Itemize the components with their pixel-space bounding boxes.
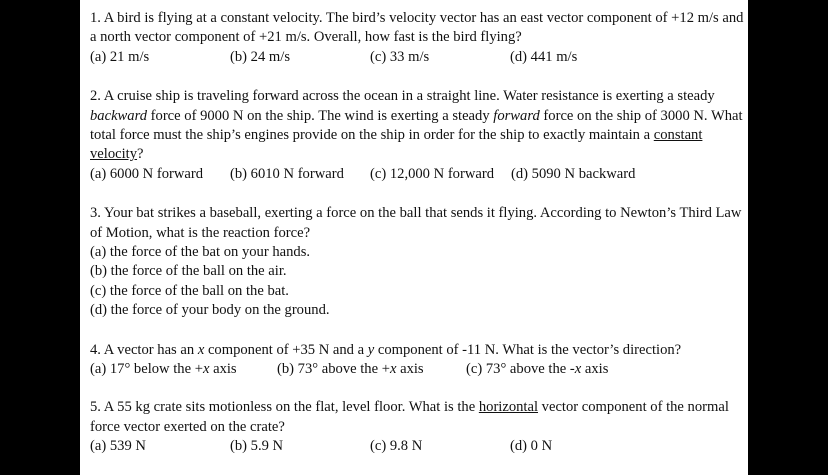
question-1-text: 1. A bird is flying at a constant velocity. The bird’s velocity vector has an east vector component of +12 m/s and a north vector component of +21 m/s. Overall, how fast is the bird flying? bbox=[90, 10, 744, 46]
question-5-text-part-b: vector component of the normal force vector exerted on the crate? bbox=[90, 399, 729, 435]
question-2-text bbox=[90, 87, 748, 165]
question-2-text-part-d: ? bbox=[137, 146, 144, 163]
question-1 bbox=[90, 9, 748, 67]
question-4-text-part-b: component of +35 N and a bbox=[204, 341, 368, 358]
question-4-option-c-suffix: axis bbox=[581, 361, 609, 378]
question-4-options bbox=[90, 360, 748, 379]
question-2 bbox=[90, 87, 748, 184]
question-4-option-b bbox=[277, 360, 424, 379]
question-4-text-part-c: component of -11 N. What is the vector’s direction? bbox=[374, 341, 682, 358]
question-4-option-a bbox=[90, 360, 237, 379]
question-4-option-a-text: (a) 17° below the + bbox=[90, 361, 203, 378]
question-1-option-b: (b) 24 m/s bbox=[230, 48, 290, 65]
question-2-option-c: (c) 12,000 N forward bbox=[370, 165, 495, 182]
question-4 bbox=[90, 341, 748, 380]
question-2-option-d: (d) 5090 N backward bbox=[511, 165, 636, 182]
question-4-option-a-variable: x bbox=[202, 361, 210, 378]
worksheet-page bbox=[80, 0, 748, 475]
question-4-option-a-suffix: axis bbox=[209, 361, 237, 378]
question-4-text-part-a: 4. A vector has an bbox=[90, 341, 198, 358]
question-5-underline-horizontal: horizontal bbox=[478, 399, 539, 416]
question-4-text bbox=[90, 341, 748, 360]
question-1-option-a: (a) 21 m/s bbox=[90, 48, 150, 65]
question-4-option-b-text: (b) 73° above the + bbox=[277, 361, 390, 378]
question-4-option-c-variable: x bbox=[574, 361, 582, 378]
question-3-option-a: (a) the force of the bat on your hands. bbox=[90, 244, 311, 261]
question-4-variable-x: x bbox=[197, 341, 205, 358]
question-2-text-part-a: 2. A cruise ship is traveling forward across the ocean in a straight line. Water resistance is exerting a steady bbox=[90, 88, 715, 105]
question-5-option-d: (d) 0 N bbox=[510, 438, 553, 455]
question-2-text-part-b: force of 9000 N on the ship. The wind is exerting a steady bbox=[147, 107, 494, 124]
question-5-option-b: (b) 5.9 N bbox=[230, 438, 284, 455]
question-4-variable-y: y bbox=[367, 341, 375, 358]
question-1-option-c: (c) 33 m/s bbox=[370, 48, 430, 65]
question-4-option-c bbox=[466, 360, 608, 379]
question-2-option-b: (b) 6010 N forward bbox=[230, 165, 344, 182]
question-2-options bbox=[90, 165, 748, 184]
question-5-option-c: (c) 9.8 N bbox=[370, 438, 423, 455]
question-2-underline-constant-velocity: constant velocity bbox=[90, 127, 703, 163]
question-5 bbox=[90, 398, 748, 456]
question-1-options bbox=[90, 48, 748, 67]
question-2-emphasis-forward: forward bbox=[493, 107, 540, 124]
question-5-option-a: (a) 539 N bbox=[90, 438, 146, 455]
question-4-option-c-text: (c) 73° above the - bbox=[466, 361, 575, 378]
question-5-text-part-a: 5. A 55 kg crate sits motionless on the flat, level floor. What is the bbox=[90, 399, 479, 416]
question-5-text bbox=[90, 398, 748, 437]
question-3-option-b: (b) the force of the ball on the air. bbox=[90, 263, 287, 280]
question-5-options bbox=[90, 437, 748, 456]
question-4-option-b-suffix: axis bbox=[396, 361, 424, 378]
question-2-text-part-c: force on the ship of 3000 N. What total force must the ship’s engines provide on the ship in order for the ship to exactly maintain a bbox=[90, 107, 743, 144]
question-3-text: 3. Your bat strikes a baseball, exerting a force on the ball that sends it flying. According to Newton’s Third Law of Motion, what is the reaction force? bbox=[90, 205, 742, 241]
question-3-option-d: (d) the force of your body on the ground. bbox=[90, 302, 330, 319]
question-2-emphasis-backward: backward bbox=[90, 107, 148, 124]
question-4-option-b-variable: x bbox=[389, 361, 397, 378]
question-3 bbox=[90, 204, 748, 320]
question-3-option-c: (c) the force of the ball on the bat. bbox=[90, 282, 289, 299]
question-2-option-a: (a) 6000 N forward bbox=[90, 165, 204, 182]
question-1-option-d: (d) 441 m/s bbox=[510, 48, 578, 65]
